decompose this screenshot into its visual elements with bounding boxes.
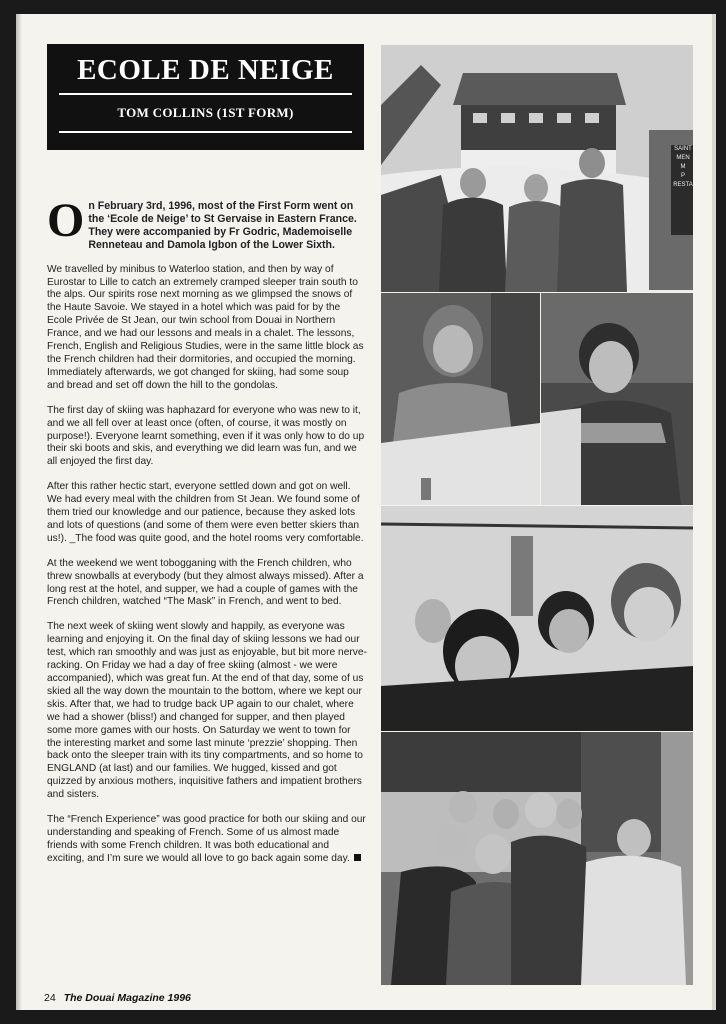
sign-text: SAINT [674, 146, 692, 152]
photo-ski-group [381, 506, 693, 731]
lead-paragraph [47, 194, 367, 252]
page-footer [44, 992, 191, 1004]
title-rule-top [59, 93, 352, 95]
lead-text: n February 3rd, 1996, most of the First Form went on the ‘Ecole de Neige’ to St Gervaise in Eastern France. They were accompanied by Fr Godric, Mademoiselle Renneteau and Damola Igbon of the Lower Sixth. [88, 200, 357, 251]
article-author: TOM COLLINS (1ST FORM) [117, 105, 294, 120]
page-edge [712, 14, 716, 1010]
final-paragraph [47, 814, 367, 866]
girl-portrait-icon [381, 293, 540, 505]
paragraph: We travelled by minibus to Waterloo station, and then by way of Eurostar to Lille to catch an extremely cramped sleeper train south to the alps. Our spirits rose next morning as we glimpsed the snows of the Haute Savoie. We stayed in a hotel which was paid for by the Ecole Privée de St Jean, our twin school from Douai in Northern France, and we had our lessons and meals in a chalet. The lessons, French, English and Religious Studies, were in the same little block as the French children had their dormitories, and occupied the morning. Immediately afterwards, we got changed for skiing, had some soup and bread and set off down the hill to the gondolas. [47, 263, 364, 391]
end-mark-icon [354, 854, 361, 861]
photo-girl-at-table [381, 293, 540, 505]
page-spine-shadow [16, 14, 22, 1010]
magazine-name: The Douai Magazine 1996 [63, 992, 191, 1004]
indoor-group-icon [381, 732, 693, 985]
chalet-scene-icon [381, 45, 693, 292]
sign-text: MEN [676, 155, 690, 161]
title-banner [47, 44, 364, 150]
paragraph: The first day of skiing was haphazard for everyone who was new to it, and we all fell over at least once (often, of course, it was mostly on purpose!). Everyone learnt something, even if it was only how to do up their ski boots and skis, and everything we did learn was fun, and we all enjoyed the first day. [47, 404, 365, 468]
photo-boy-jumper [541, 293, 693, 505]
paragraph: At the weekend we went tobogganing with the French children, who threw snowballs at everybody (but they almost always missed). After a long rest at the hotel, and supper, we had a couple of games with the French children, watched “The Mask” in French, and went to bed. [47, 557, 364, 608]
photo-chalet-children [381, 45, 693, 292]
sign-text: M [680, 164, 686, 170]
sign-text: P [680, 173, 685, 179]
title-rule-bottom [59, 131, 352, 133]
chalet-sign [673, 145, 693, 190]
article-title: ECOLE DE NEIGE [77, 54, 334, 86]
ski-group-icon [381, 506, 693, 731]
paragraph: After this rather hectic start, everyone settled down and got on well. We had every meal with the children from St Jean. We found some of them tried our knowledge and our patience, because they asked lots and lots of questions (and some of them were even better skiers than us!). _The food was quite good, and the hotel rooms very comfortable. [47, 481, 364, 544]
boy-portrait-icon [541, 293, 693, 505]
paragraph: The next week of skiing went slowly and happily, as everyone was learning and enjoying it. On the final day of skiing lessons we had our test, which ran smoothly and was just as enjoyable, but bit more nerve-racking. On Friday we had a day of free skiing (almost - we were accompanied), which was great fun. At the end of that day, some of us skied all the way down the mountain to the bottom, where we kept our skis. After that, we had to trudge back UP again to our chalet, where we had a shower (bliss!) and changed for supper, and then played some more games with our hosts. On Saturday we went to town for the interesting market and some last minute ‘prezzie’ shopping. Then back onto the sleeper train with its tiny compartments, and so home to ENGLAND (at last) and our families. We hugged, kissed and got quizzed by anxious mothers, inquisitive fathers and impatient brothers and sisters. [47, 621, 367, 801]
sign-text: RESTA [673, 182, 693, 188]
page-number: 24 [44, 992, 56, 1004]
final-paragraph-text: The “French Experience” was good practice for both our skiing and our understanding and speaking of French. Some of us almost made friends with some French children. It was both educational and exciting, and I’m sure we would all love to go back again some day. [47, 814, 366, 864]
photo-group-with-teacher [381, 732, 693, 985]
article-body [47, 194, 367, 878]
drop-cap: O [47, 194, 85, 247]
